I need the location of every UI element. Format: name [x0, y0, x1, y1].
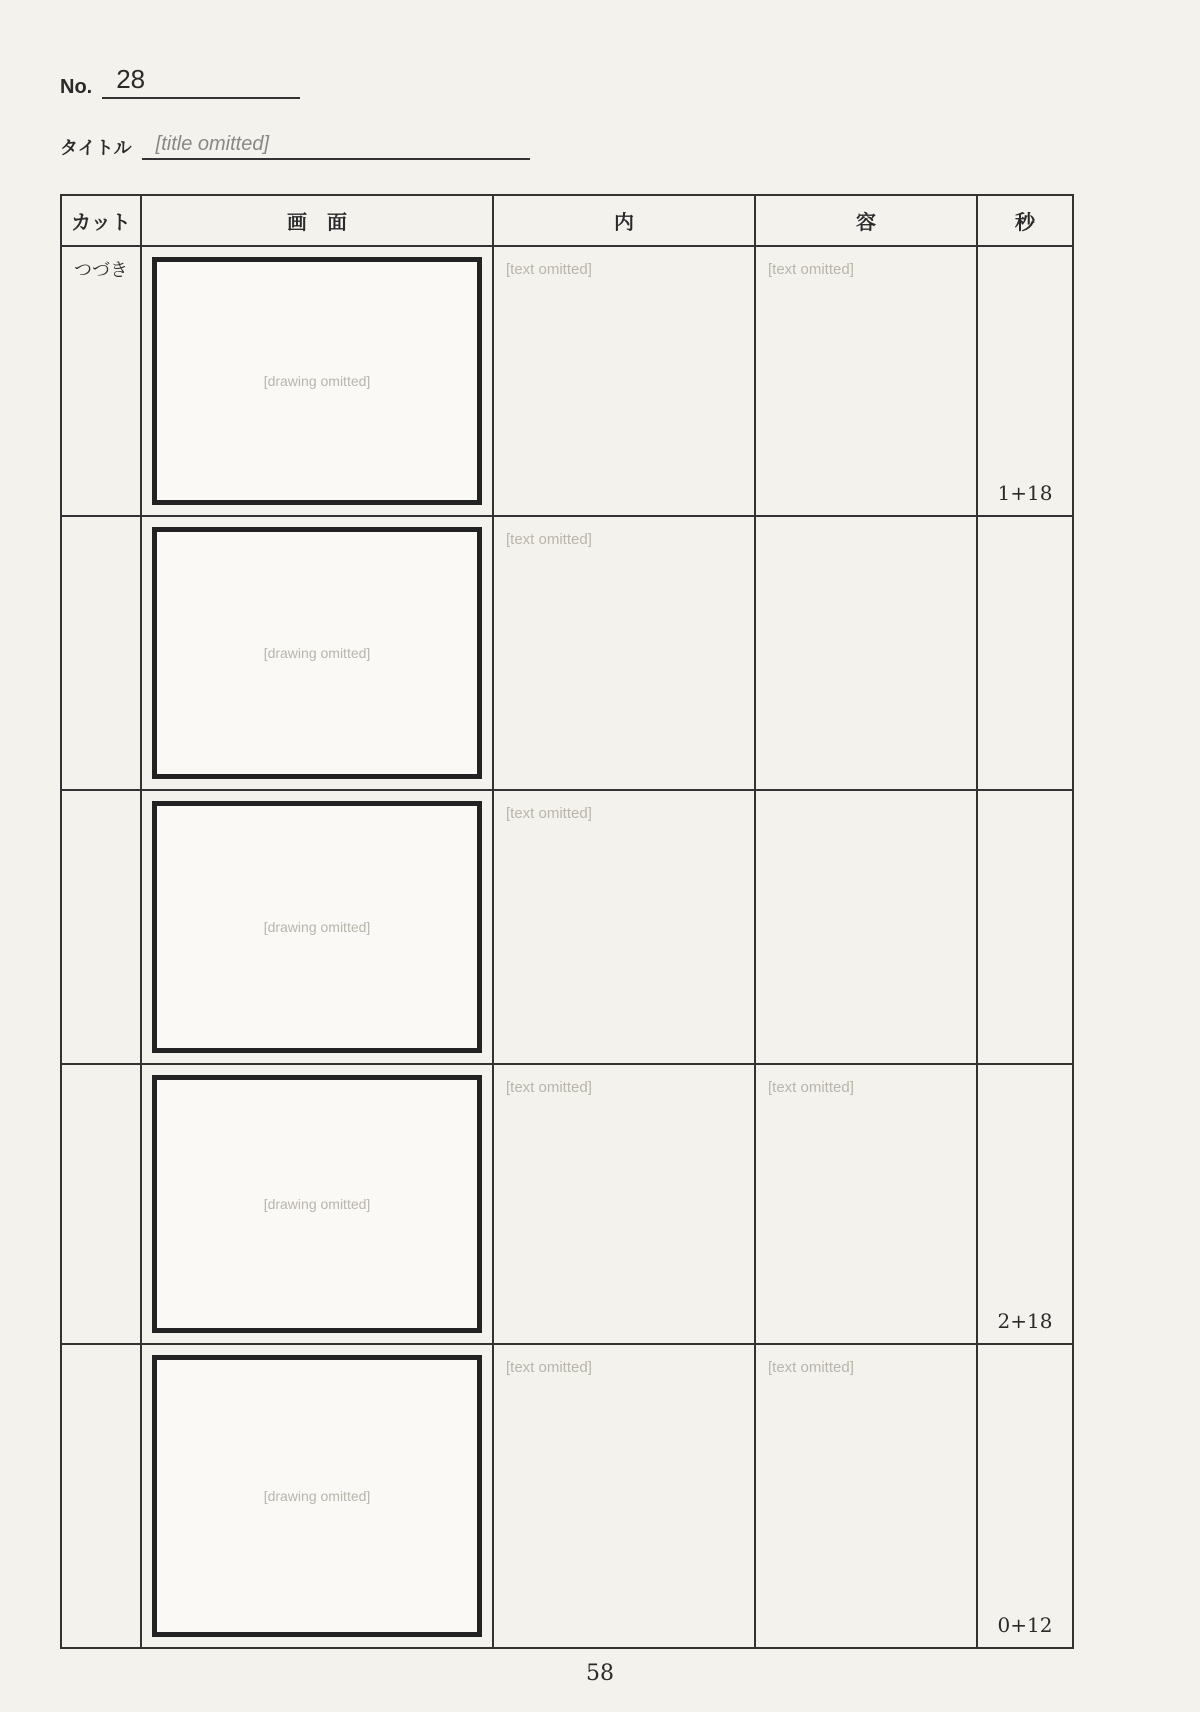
storyboard-row	[61, 1064, 1073, 1344]
storyboard-panel: [drawing omitted]	[152, 527, 482, 779]
sheet-number-value: 28	[102, 64, 300, 99]
storyboard-row	[61, 246, 1073, 516]
storyboard-panel: [drawing omitted]	[152, 1075, 482, 1333]
header-screen: 画 面	[141, 195, 493, 246]
storyboard-panel: [drawing omitted]	[152, 1355, 482, 1637]
action-notes: [text omitted]	[493, 1064, 755, 1344]
title-label: タイトル	[60, 138, 132, 158]
timing-value: 2+18	[997, 1309, 1053, 1333]
storyboard-table	[60, 194, 1074, 1649]
cut-number	[61, 790, 141, 1064]
sheet-number-row	[60, 64, 1140, 99]
storyboard-row	[61, 1344, 1073, 1648]
header-cut: カット	[61, 195, 141, 246]
header-seconds: 秒	[977, 195, 1073, 246]
cut-number: つづき	[61, 246, 141, 516]
storyboard-row	[61, 790, 1073, 1064]
cut-number	[61, 1344, 141, 1648]
page-number: 58	[586, 1661, 614, 1686]
cut-number	[61, 516, 141, 790]
storyboard-panel: [drawing omitted]	[152, 257, 482, 505]
title-value: [title omitted]	[142, 133, 530, 160]
dialogue-notes: [text omitted]	[755, 1064, 977, 1344]
dialogue-notes: [text omitted]	[755, 246, 977, 516]
header-content: 容	[755, 195, 977, 246]
dialogue-notes: [text omitted]	[755, 1344, 977, 1648]
title-row	[60, 133, 1140, 160]
dialogue-notes	[755, 516, 977, 790]
action-notes: [text omitted]	[493, 246, 755, 516]
action-notes: [text omitted]	[493, 516, 755, 790]
timing-value: 1+18	[997, 481, 1053, 505]
storyboard-panel: [drawing omitted]	[152, 801, 482, 1053]
action-notes: [text omitted]	[493, 1344, 755, 1648]
timing-value: 0+12	[997, 1613, 1053, 1637]
header-inner: 内	[493, 195, 755, 246]
storyboard-row	[61, 516, 1073, 790]
cut-number	[61, 1064, 141, 1344]
dialogue-notes	[755, 790, 977, 1064]
action-notes: [text omitted]	[493, 790, 755, 1064]
sheet-number-label: No.	[60, 76, 93, 98]
